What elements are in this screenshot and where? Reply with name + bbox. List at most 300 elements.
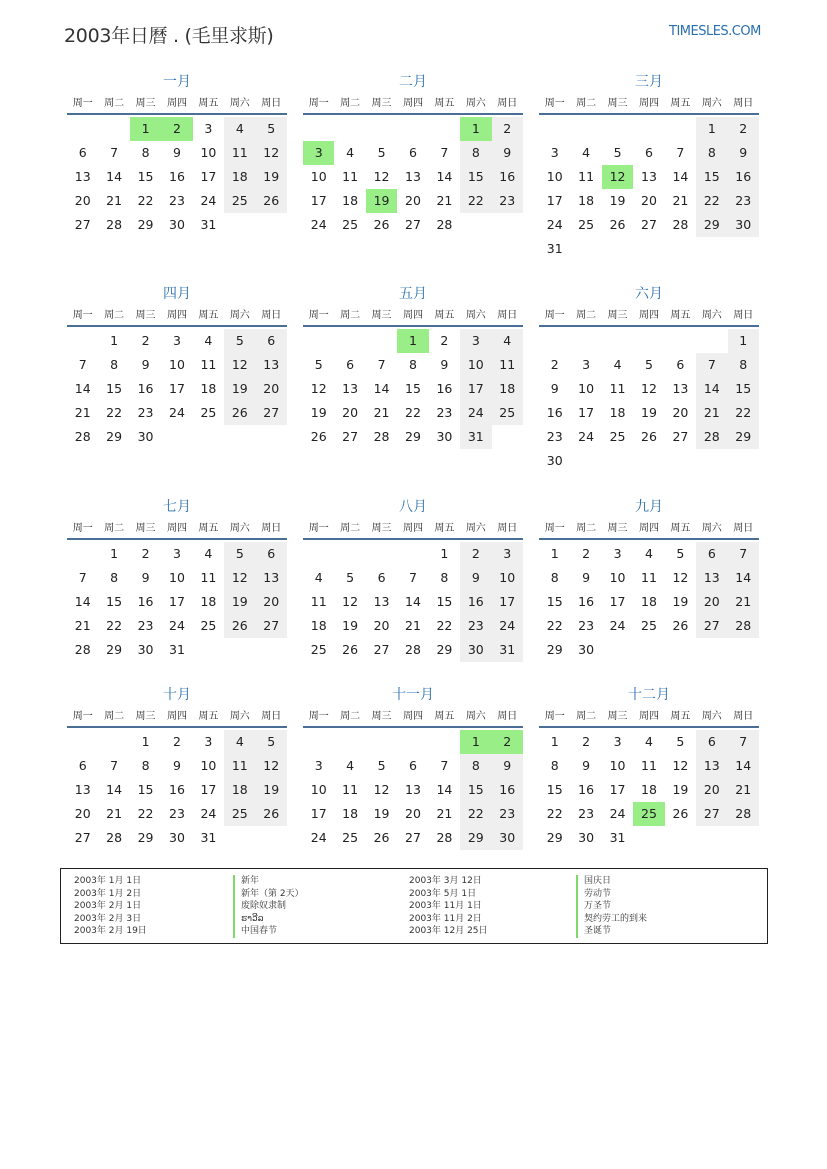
- day-cell-empty: [429, 730, 460, 754]
- day-cell: 7: [696, 353, 727, 377]
- day-cell: 17: [169, 594, 185, 609]
- day-cell: 18: [310, 618, 327, 633]
- day-cell: 28: [436, 217, 453, 232]
- weekday-label: 周三: [607, 711, 628, 722]
- day-cell: 21: [696, 401, 727, 425]
- day-cell: 23: [546, 429, 563, 444]
- day-cell: 27: [405, 830, 421, 845]
- day-cell: 20: [74, 806, 91, 821]
- day-cell: 25: [633, 802, 664, 826]
- day-cell: 16: [169, 782, 185, 797]
- day-cell: 9: [440, 357, 449, 372]
- weekday-header: [67, 97, 287, 115]
- day-cell: 22: [696, 189, 727, 213]
- day-cell: 7: [440, 758, 449, 773]
- day-cell: 14: [672, 169, 689, 184]
- day-cell: 26: [672, 806, 689, 821]
- day-cell: 12: [672, 758, 689, 773]
- weekday-label: 周六: [465, 711, 486, 722]
- weekday-label: 周五: [198, 310, 219, 321]
- day-cell: 17: [460, 377, 491, 401]
- day-cell: 18: [200, 381, 217, 396]
- day-cell: 30: [492, 826, 523, 850]
- day-cell-empty: [334, 329, 365, 353]
- day-cell: 24: [169, 618, 185, 633]
- day-cell: 10: [169, 357, 185, 372]
- day-cell-empty: [633, 117, 664, 141]
- day-cell: 6: [676, 357, 685, 372]
- day-cell: 13: [672, 381, 689, 396]
- day-cell: 16: [492, 165, 523, 189]
- day-cell: 30: [137, 429, 154, 444]
- day-cell: 21: [74, 618, 91, 633]
- weekday-label: 周五: [198, 523, 219, 534]
- day-cell: 22: [546, 806, 563, 821]
- day-cell: 9: [582, 570, 591, 585]
- weekday-label: 周六: [701, 310, 722, 321]
- day-cell: 8: [550, 570, 559, 585]
- holiday-name: 新年: [233, 875, 304, 888]
- day-cell-empty: [665, 117, 696, 141]
- day-cell: 15: [137, 782, 154, 797]
- day-cell: 11: [310, 594, 327, 609]
- month-5: [303, 285, 523, 449]
- day-cell: 22: [460, 802, 491, 826]
- day-cell: 10: [578, 381, 595, 396]
- weekday-label: 周日: [497, 310, 518, 321]
- day-cell: 5: [256, 117, 287, 141]
- weekday-label: 周四: [402, 310, 423, 321]
- weekday-label: 周一: [72, 523, 93, 534]
- day-cell: 3: [613, 734, 622, 749]
- weekday-label: 周三: [135, 310, 156, 321]
- day-cell-empty: [366, 730, 397, 754]
- day-cell: 15: [728, 377, 759, 401]
- day-cell: 9: [460, 566, 491, 590]
- day-cell: 20: [256, 377, 287, 401]
- day-cell: 26: [373, 217, 390, 232]
- weekday-label: 周五: [670, 523, 691, 534]
- day-cell: 8: [141, 758, 150, 773]
- weekday-label: 周四: [638, 98, 659, 109]
- day-cell: 3: [204, 121, 213, 136]
- day-cell: 14: [74, 381, 91, 396]
- day-cell: 30: [169, 830, 185, 845]
- day-cell: 29: [728, 425, 759, 449]
- site-logo[interactable]: TIMESLES.COM: [669, 24, 761, 39]
- page-title: 2003年日曆 . (毛里求斯): [64, 25, 274, 47]
- day-cell: 3: [173, 333, 181, 348]
- weekday-label: 周二: [576, 98, 597, 109]
- day-cell: 11: [200, 357, 217, 372]
- weekday-label: 周日: [497, 523, 518, 534]
- day-cell: 13: [256, 353, 287, 377]
- day-cell: 7: [110, 145, 119, 160]
- weekday-label: 周四: [638, 711, 659, 722]
- day-cell: 20: [74, 193, 91, 208]
- day-cell-empty: [334, 730, 365, 754]
- day-cell: 8: [460, 141, 491, 165]
- day-cell: 11: [609, 381, 626, 396]
- day-cell: 11: [224, 754, 255, 778]
- day-cell: 4: [492, 329, 523, 353]
- weekday-label: 周五: [198, 711, 219, 722]
- holiday-dates-col-2: [409, 875, 488, 938]
- day-cell: 20: [696, 778, 727, 802]
- weekday-header: [539, 309, 759, 327]
- day-cell: 22: [405, 405, 421, 420]
- day-cell: 5: [346, 570, 355, 585]
- day-cell: 27: [696, 614, 727, 638]
- day-cell: 14: [728, 566, 759, 590]
- day-cell: 16: [169, 169, 185, 184]
- day-cell: 5: [645, 357, 653, 372]
- weekday-label: 周六: [701, 523, 722, 534]
- month-4: [67, 285, 287, 449]
- day-cell-empty: [397, 542, 428, 566]
- day-cell: 6: [696, 730, 727, 754]
- day-cell: 8: [409, 357, 417, 372]
- day-cell: 12: [310, 381, 327, 396]
- day-cell-empty: [366, 117, 397, 141]
- month-title: 九月: [635, 499, 663, 515]
- weekday-header: [303, 97, 523, 115]
- day-cell: 31: [169, 642, 185, 657]
- day-cell: 15: [106, 381, 123, 396]
- day-cell: 29: [137, 217, 154, 232]
- month-title: 四月: [163, 286, 191, 302]
- day-cell: 10: [200, 145, 217, 160]
- month-9: [539, 498, 759, 662]
- weekday-label: 周二: [104, 711, 125, 722]
- day-cell: 28: [106, 217, 123, 232]
- day-cell: 25: [578, 217, 595, 232]
- day-cell: 3: [613, 546, 622, 561]
- day-cell: 5: [314, 357, 323, 372]
- day-cell: 15: [405, 381, 421, 396]
- day-cell: 18: [641, 782, 657, 797]
- day-cell: 1: [110, 333, 119, 348]
- day-cell: 1: [397, 329, 428, 353]
- day-cell: 7: [377, 357, 386, 372]
- day-cell: 5: [224, 329, 255, 353]
- day-cell: 26: [373, 830, 390, 845]
- day-cell: 15: [106, 594, 123, 609]
- holidays-list: [60, 868, 768, 944]
- day-cell: 9: [728, 141, 759, 165]
- day-cell: 17: [169, 381, 185, 396]
- day-cell: 25: [224, 802, 255, 826]
- weekday-label: 周二: [340, 523, 361, 534]
- month-title: 二月: [399, 74, 427, 90]
- day-cell-empty: [570, 117, 601, 141]
- day-cell: 6: [645, 145, 653, 160]
- day-cell: 9: [550, 381, 559, 396]
- day-cell: 11: [641, 570, 657, 585]
- day-cell: 3: [582, 357, 591, 372]
- day-cell: 24: [460, 401, 491, 425]
- day-cell: 7: [728, 730, 759, 754]
- day-cell: 30: [137, 642, 154, 657]
- day-cell: 22: [460, 189, 491, 213]
- day-cell: 12: [373, 169, 390, 184]
- day-cell: 24: [310, 217, 327, 232]
- day-cell: 4: [346, 145, 355, 160]
- day-cell: 6: [256, 542, 287, 566]
- day-cell: 26: [256, 189, 287, 213]
- day-cell-empty: [98, 117, 129, 141]
- day-cell: 6: [377, 570, 386, 585]
- holiday-date: 2003年 2月 19日: [74, 926, 147, 936]
- day-cell: 13: [74, 782, 91, 797]
- month-title: 十月: [163, 687, 191, 703]
- day-cell: 19: [672, 594, 689, 609]
- day-cell-empty: [696, 329, 727, 353]
- weekday-label: 周一: [544, 98, 565, 109]
- day-cell: 7: [676, 145, 685, 160]
- day-cell: 11: [578, 169, 595, 184]
- day-cell-empty: [366, 329, 397, 353]
- day-cell: 31: [609, 830, 626, 845]
- day-cell: 23: [492, 802, 523, 826]
- day-cell: 1: [460, 117, 491, 141]
- day-cell: 27: [405, 217, 421, 232]
- day-cell: 2: [582, 734, 591, 749]
- day-cell-empty: [366, 542, 397, 566]
- weekday-label: 周六: [465, 523, 486, 534]
- weekday-label: 周六: [701, 98, 722, 109]
- day-cell: 20: [342, 405, 359, 420]
- day-cell: 18: [224, 165, 255, 189]
- day-cell: 16: [436, 381, 453, 396]
- weekday-label: 周三: [135, 98, 156, 109]
- day-cell: 28: [74, 642, 91, 657]
- weekday-label: 周三: [135, 711, 156, 722]
- day-cell: 14: [106, 782, 123, 797]
- day-cell: 21: [106, 806, 123, 821]
- weekday-label: 周四: [402, 711, 423, 722]
- weekday-label: 周五: [198, 98, 219, 109]
- day-cell-empty: [602, 329, 633, 353]
- day-cell: 6: [409, 758, 417, 773]
- day-grid: [303, 329, 523, 449]
- day-cell-empty: [303, 329, 334, 353]
- month-12: [539, 686, 759, 850]
- day-cell: 15: [436, 594, 453, 609]
- day-cell: 26: [609, 217, 626, 232]
- day-cell: 20: [641, 193, 657, 208]
- day-cell: 26: [641, 429, 657, 444]
- day-cell: 19: [310, 405, 327, 420]
- day-cell: 29: [546, 830, 563, 845]
- day-cell-empty: [429, 117, 460, 141]
- day-cell: 25: [492, 401, 523, 425]
- weekday-label: 周日: [261, 711, 282, 722]
- day-cell: 18: [224, 778, 255, 802]
- day-cell: 17: [200, 169, 217, 184]
- weekday-label: 周四: [402, 523, 423, 534]
- day-cell: 12: [342, 594, 359, 609]
- day-cell: 9: [582, 758, 591, 773]
- day-cell: 1: [141, 734, 150, 749]
- day-cell: 30: [728, 213, 759, 237]
- day-cell-empty: [98, 730, 129, 754]
- weekday-label: 周三: [607, 310, 628, 321]
- weekday-label: 周六: [465, 310, 486, 321]
- day-cell: 22: [106, 618, 123, 633]
- holiday-date: 2003年 11月 2日: [409, 913, 482, 924]
- day-cell: 3: [460, 329, 491, 353]
- weekday-label: 周一: [308, 310, 329, 321]
- weekday-header: [67, 522, 287, 540]
- month-6: [539, 285, 759, 473]
- day-cell: 27: [256, 614, 287, 638]
- day-cell: 20: [256, 590, 287, 614]
- weekday-label: 周二: [340, 310, 361, 321]
- day-cell: 10: [169, 570, 185, 585]
- day-cell: 2: [728, 117, 759, 141]
- weekday-label: 周五: [434, 523, 455, 534]
- day-cell: 23: [728, 189, 759, 213]
- day-cell: 12: [602, 165, 633, 189]
- weekday-label: 周二: [340, 98, 361, 109]
- weekday-label: 周六: [229, 310, 250, 321]
- day-cell: 6: [78, 145, 87, 160]
- day-cell: 3: [492, 542, 523, 566]
- day-cell: 21: [405, 618, 421, 633]
- day-cell: 16: [578, 782, 595, 797]
- weekday-label: 周日: [261, 310, 282, 321]
- holiday-date: 2003年 2月 1日: [74, 901, 142, 911]
- weekday-label: 周二: [104, 98, 125, 109]
- day-cell: 7: [409, 570, 417, 585]
- month-title: 十一月: [392, 687, 434, 703]
- day-grid: [67, 542, 287, 662]
- day-cell-empty: [303, 730, 334, 754]
- day-cell: 21: [728, 590, 759, 614]
- day-cell: 10: [200, 758, 217, 773]
- day-cell: 16: [137, 381, 154, 396]
- holiday-name: 万圣节: [576, 900, 647, 913]
- day-cell-empty: [67, 542, 98, 566]
- day-cell: 11: [342, 169, 359, 184]
- day-cell: 1: [550, 546, 559, 561]
- day-cell: 21: [436, 193, 453, 208]
- day-cell: 28: [74, 429, 91, 444]
- weekday-header: [303, 309, 523, 327]
- day-cell: 4: [204, 333, 213, 348]
- day-cell: 24: [609, 806, 626, 821]
- day-cell: 26: [256, 802, 287, 826]
- day-cell-empty: [539, 329, 570, 353]
- day-cell: 16: [728, 165, 759, 189]
- day-cell: 21: [728, 778, 759, 802]
- day-cell: 25: [200, 618, 217, 633]
- day-cell: 19: [256, 165, 287, 189]
- day-cell: 12: [641, 381, 657, 396]
- weekday-label: 周日: [733, 711, 754, 722]
- day-cell: 10: [546, 169, 563, 184]
- day-cell: 12: [224, 566, 255, 590]
- day-cell: 22: [137, 193, 154, 208]
- day-cell: 31: [200, 217, 217, 232]
- weekday-label: 周四: [166, 711, 187, 722]
- weekday-label: 周五: [670, 711, 691, 722]
- day-cell: 2: [460, 542, 491, 566]
- day-cell: 24: [169, 405, 185, 420]
- day-cell: 28: [106, 830, 123, 845]
- day-cell: 28: [728, 802, 759, 826]
- day-cell: 14: [405, 594, 421, 609]
- weekday-header: [67, 710, 287, 728]
- weekday-label: 周五: [434, 310, 455, 321]
- holiday-date: 2003年 2月 3日: [74, 913, 142, 924]
- weekday-label: 周四: [166, 98, 187, 109]
- day-cell: 2: [141, 333, 150, 348]
- day-cell: 1: [110, 546, 119, 561]
- day-cell: 27: [256, 401, 287, 425]
- day-cell: 25: [641, 618, 657, 633]
- day-cell: 27: [74, 217, 91, 232]
- day-cell: 27: [672, 429, 689, 444]
- weekday-label: 周三: [371, 98, 392, 109]
- weekday-header: [303, 522, 523, 540]
- day-cell: 15: [696, 165, 727, 189]
- weekday-label: 周一: [308, 98, 329, 109]
- day-cell: 13: [696, 754, 727, 778]
- day-cell: 28: [728, 614, 759, 638]
- day-cell: 17: [310, 193, 327, 208]
- day-cell: 20: [696, 590, 727, 614]
- day-cell: 23: [578, 806, 595, 821]
- day-cell: 2: [582, 546, 591, 561]
- day-cell: 17: [609, 594, 626, 609]
- day-cell: 23: [492, 189, 523, 213]
- day-cell: 14: [696, 377, 727, 401]
- day-cell: 29: [546, 642, 563, 657]
- day-cell: 9: [141, 357, 150, 372]
- day-cell: 16: [492, 778, 523, 802]
- weekday-label: 周三: [371, 711, 392, 722]
- day-cell: 6: [696, 542, 727, 566]
- weekday-label: 周三: [371, 310, 392, 321]
- day-cell: 8: [728, 353, 759, 377]
- weekday-label: 周二: [104, 523, 125, 534]
- day-cell: 29: [405, 429, 421, 444]
- day-cell: 7: [78, 357, 87, 372]
- day-cell: 25: [342, 217, 359, 232]
- day-cell: 10: [609, 570, 626, 585]
- day-cell: 1: [440, 546, 449, 561]
- day-cell: 24: [578, 429, 595, 444]
- day-cell-empty: [334, 542, 365, 566]
- day-cell: 25: [224, 189, 255, 213]
- day-cell: 4: [645, 546, 653, 561]
- day-cell: 27: [373, 642, 390, 657]
- weekday-label: 周五: [434, 711, 455, 722]
- weekday-label: 周二: [340, 711, 361, 722]
- day-grid: [67, 730, 287, 850]
- day-cell: 23: [137, 405, 154, 420]
- holiday-name: 废除奴隶制: [233, 900, 304, 913]
- day-cell: 7: [440, 145, 449, 160]
- day-cell: 26: [224, 614, 255, 638]
- day-cell: 8: [460, 754, 491, 778]
- month-title: 三月: [635, 74, 663, 90]
- day-cell: 23: [169, 193, 185, 208]
- day-cell: 17: [310, 806, 327, 821]
- day-cell: 18: [342, 806, 359, 821]
